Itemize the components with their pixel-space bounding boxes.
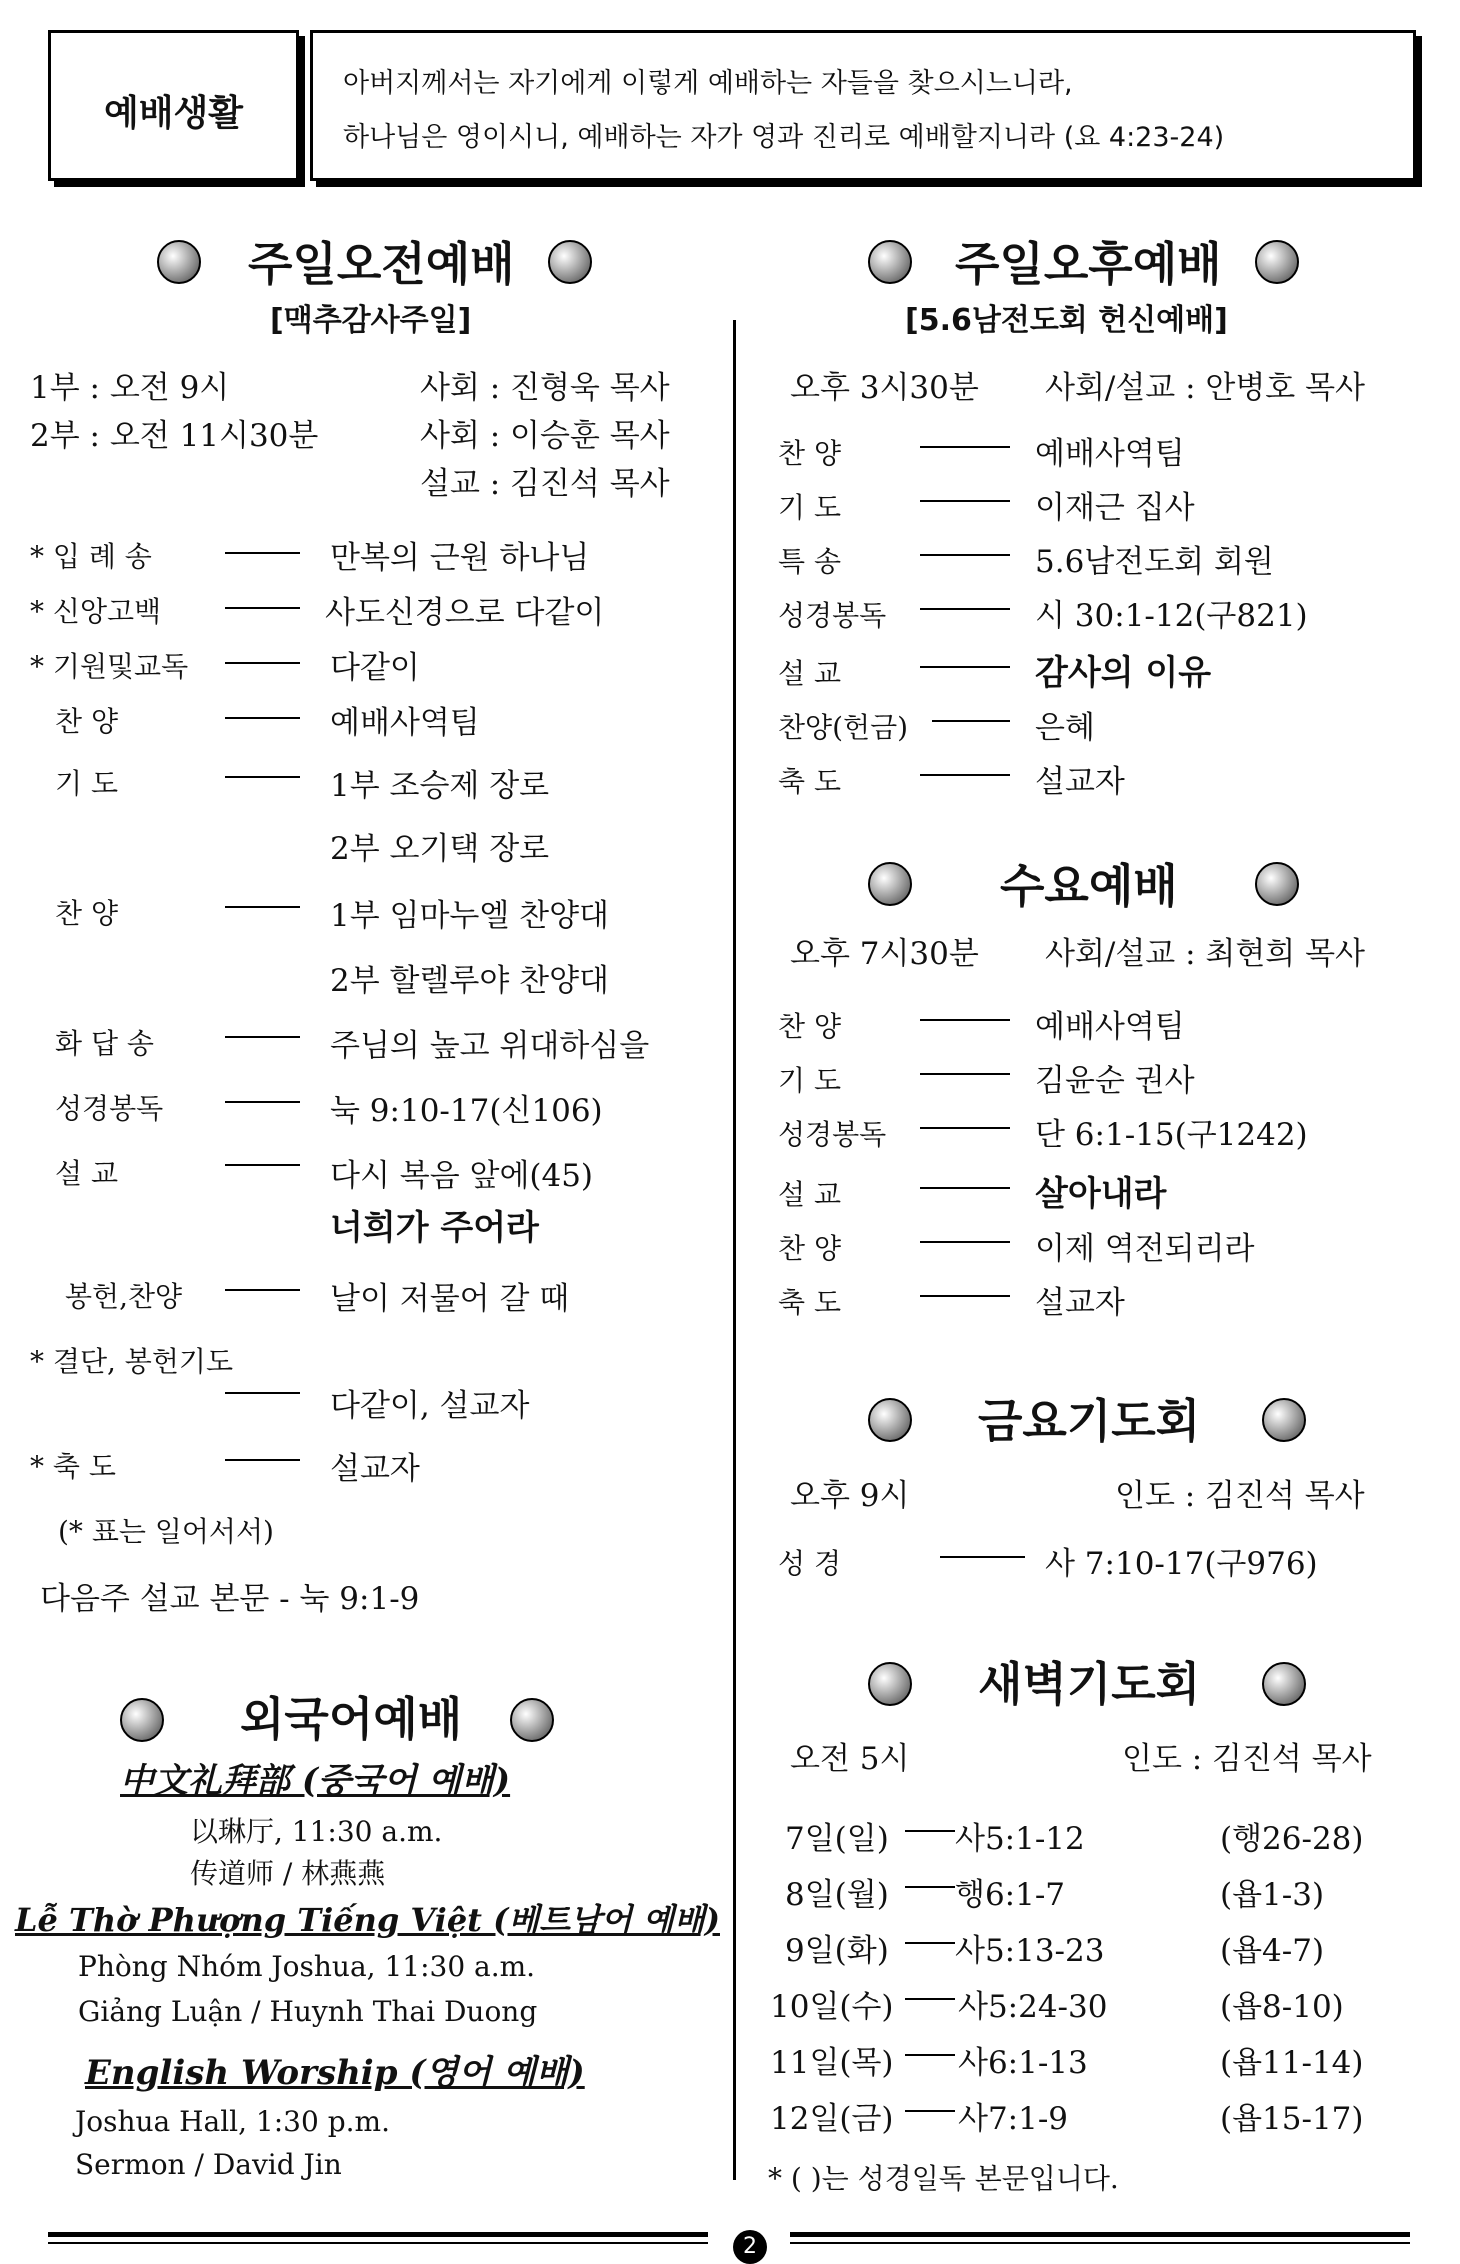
order-label: * 축 도 bbox=[30, 1450, 116, 1483]
reading-day: 10일(수) bbox=[770, 1989, 894, 2025]
order-label: * 기원및교독 bbox=[30, 650, 189, 683]
leader-line bbox=[920, 1019, 1010, 1021]
order-value: 다같이 bbox=[330, 650, 420, 686]
footer-rule-right-thin bbox=[790, 2242, 1410, 2244]
order-label: 축 도 bbox=[778, 765, 841, 798]
scripture-quote-box bbox=[310, 30, 1416, 181]
morning-host-1: 사회 : 진형욱 목사 bbox=[420, 370, 670, 406]
leader-line bbox=[225, 552, 300, 554]
order-value: 다시 복음 앞에(45) bbox=[330, 1158, 594, 1194]
order-label: 설 교 bbox=[778, 1178, 841, 1211]
leader-line bbox=[920, 446, 1010, 448]
reading-day: 11일(목) bbox=[770, 2045, 894, 2081]
vietnamese-service-place: Phòng Nhóm Joshua, 11:30 a.m. bbox=[78, 1950, 536, 1983]
leader-line bbox=[225, 662, 300, 664]
bullet-ball-icon bbox=[868, 862, 912, 906]
column-divider bbox=[733, 320, 736, 2180]
quote-line-1: 아버지께서는 자기에게 이렇게 예배하는 자들을 찾으시느니라, bbox=[343, 68, 1073, 99]
reading-extra: (욥8-10) bbox=[1220, 1989, 1344, 2025]
leader-line bbox=[920, 500, 1010, 502]
leader-line bbox=[225, 1459, 300, 1461]
reading-extra: (욥11-14) bbox=[1220, 2045, 1364, 2081]
leader-line bbox=[225, 906, 300, 908]
dawn-note: * ( )는 성경일독 본문입니다. bbox=[768, 2162, 1119, 2195]
order-value: 만복의 근원 하나님 bbox=[330, 540, 590, 576]
leader-line bbox=[940, 1556, 1025, 1558]
leader-line bbox=[905, 2110, 955, 2112]
order-label: 설 교 bbox=[778, 657, 841, 690]
leader-line bbox=[905, 2054, 955, 2056]
standing-note: (* 표는 일어서서) bbox=[58, 1515, 274, 1548]
leader-line bbox=[920, 774, 1010, 776]
leader-line bbox=[920, 1241, 1010, 1243]
order-label: 찬 양 bbox=[778, 1232, 841, 1265]
english-service-place: Joshua Hall, 1:30 p.m. bbox=[75, 2105, 390, 2138]
order-label: 성경봉독 bbox=[55, 1092, 164, 1125]
order-label: 기 도 bbox=[55, 767, 118, 800]
morning-part1-time: 1부 : 오전 9시 bbox=[30, 370, 230, 406]
leader-line bbox=[920, 1073, 1010, 1075]
bullet-ball-icon bbox=[510, 1698, 554, 1742]
order-value: 단 6:1-15(구1242) bbox=[1035, 1117, 1308, 1153]
leader-line bbox=[225, 717, 300, 719]
order-value-2: 2부 할렐루야 찬양대 bbox=[330, 963, 609, 999]
afternoon-host: 사회/설교 : 안병호 목사 bbox=[1045, 370, 1365, 406]
reading-extra: (욥15-17) bbox=[1220, 2101, 1364, 2137]
order-label: * 결단, 봉헌기도 bbox=[30, 1345, 233, 1378]
order-label: 기 도 bbox=[778, 491, 841, 524]
footer-rule-left-thin bbox=[48, 2242, 708, 2244]
bullet-ball-icon bbox=[868, 1398, 912, 1442]
leader-line bbox=[225, 607, 300, 609]
order-value: 예배사역팀 bbox=[1035, 436, 1185, 472]
chinese-service-title: 中文礼拜部 (중국어 예배) bbox=[120, 1761, 511, 1801]
order-label: 특 송 bbox=[778, 545, 841, 578]
order-value: 설교자 bbox=[1035, 1285, 1125, 1321]
leader-line bbox=[225, 1101, 300, 1103]
reading-extra: (행26-28) bbox=[1220, 1821, 1364, 1857]
leader-line bbox=[225, 1036, 300, 1038]
order-value: 이제 역전되리라 bbox=[1035, 1231, 1255, 1267]
dawn-title: 새벽기도회 bbox=[978, 1657, 1201, 1711]
wednesday-title: 수요예배 bbox=[1000, 859, 1178, 913]
leader-line bbox=[225, 1289, 300, 1291]
order-value: 날이 저물어 갈 때 bbox=[330, 1281, 570, 1317]
order-value-2: 2부 오기택 장로 bbox=[330, 831, 550, 867]
morning-subtitle: [맥추감사주일] bbox=[270, 303, 472, 338]
order-label: 성경봉독 bbox=[778, 599, 887, 632]
wednesday-host: 사회/설교 : 최현희 목사 bbox=[1045, 936, 1365, 972]
order-value: 김윤순 권사 bbox=[1035, 1063, 1195, 1099]
bullet-ball-icon bbox=[868, 240, 912, 284]
order-label: 성경봉독 bbox=[778, 1118, 887, 1151]
order-value: 1부 임마누엘 찬양대 bbox=[330, 898, 609, 934]
footer-rule-left bbox=[48, 2232, 708, 2237]
reading-extra: (욥4-7) bbox=[1220, 1933, 1325, 1969]
order-value: 눅 9:10-17(신106) bbox=[330, 1093, 603, 1129]
order-label: 기 도 bbox=[778, 1064, 841, 1097]
order-label: 찬 양 bbox=[778, 437, 841, 470]
order-value: 설교자 bbox=[330, 1451, 420, 1487]
afternoon-time: 오후 3시30분 bbox=[790, 370, 979, 406]
order-value: 설교자 bbox=[1035, 764, 1125, 800]
leader-line bbox=[920, 1295, 1010, 1297]
order-value: 1부 조승제 장로 bbox=[330, 768, 550, 804]
reading-passage: 사6:1-13 bbox=[958, 2045, 1088, 2081]
bullet-ball-icon bbox=[157, 240, 201, 284]
order-label: 성 경 bbox=[778, 1547, 841, 1580]
order-value: 5.6남전도회 회원 bbox=[1035, 544, 1274, 580]
sermon-title: 너희가 주어라 bbox=[330, 1208, 539, 1248]
leader-line bbox=[920, 1187, 1010, 1189]
dawn-time: 오전 5시 bbox=[790, 1741, 910, 1777]
order-value: 사도신경으로 다같이 bbox=[325, 595, 605, 631]
leader-line bbox=[225, 776, 300, 778]
order-label: 설 교 bbox=[55, 1157, 118, 1190]
reading-passage: 사7:1-9 bbox=[958, 2101, 1069, 2137]
sermon-title: 감사의 이유 bbox=[1035, 653, 1212, 693]
vietnamese-service-leader: Giảng Luận / Huynh Thai Duong bbox=[78, 1995, 538, 2028]
leader-line bbox=[225, 1164, 300, 1166]
leader-line bbox=[932, 720, 1010, 722]
order-label: * 입 례 송 bbox=[30, 540, 152, 573]
friday-title: 금요기도회 bbox=[978, 1394, 1201, 1448]
morning-part2-time: 2부 : 오전 11시30분 bbox=[30, 418, 319, 454]
order-label: 화 답 송 bbox=[55, 1027, 154, 1060]
reading-passage: 사5:13-23 bbox=[955, 1933, 1105, 1969]
leader-line bbox=[920, 1127, 1010, 1129]
reading-day: 9일(화) bbox=[785, 1933, 889, 1969]
order-value: 예배사역팀 bbox=[330, 705, 480, 741]
leader-line bbox=[905, 1942, 955, 1944]
order-label: 축 도 bbox=[778, 1286, 841, 1319]
foreign-title: 외국어예배 bbox=[240, 1692, 463, 1746]
order-value: 이재근 집사 bbox=[1035, 490, 1195, 526]
order-label: 찬 양 bbox=[55, 897, 118, 930]
leader-line bbox=[920, 666, 1010, 668]
leader-line bbox=[920, 608, 1010, 610]
reading-passage: 사5:24-30 bbox=[958, 1989, 1108, 2025]
morning-preacher: 설교 : 김진석 목사 bbox=[420, 466, 670, 502]
order-value: 주님의 높고 위대하심을 bbox=[330, 1028, 650, 1064]
bullet-ball-icon bbox=[1255, 862, 1299, 906]
sermon-title: 살아내라 bbox=[1035, 1174, 1167, 1214]
leader-line bbox=[905, 1886, 955, 1888]
morning-host-2: 사회 : 이승훈 목사 bbox=[420, 418, 670, 454]
order-label: 봉헌,찬양 bbox=[65, 1280, 183, 1313]
order-label: * 신앙고백 bbox=[30, 595, 162, 628]
reading-passage: 사5:1-12 bbox=[955, 1821, 1085, 1857]
order-label: 찬양(헌금) bbox=[778, 711, 909, 744]
bullet-ball-icon bbox=[548, 240, 592, 284]
leader-line bbox=[905, 1998, 955, 2000]
next-week-text: 다음주 설교 본문 - 눅 9:1-9 bbox=[40, 1581, 420, 1617]
dawn-leader: 인도 : 김진석 목사 bbox=[1122, 1741, 1372, 1777]
wednesday-time: 오후 7시30분 bbox=[790, 936, 979, 972]
friday-time: 오후 9시 bbox=[790, 1478, 910, 1514]
bullet-ball-icon bbox=[120, 1698, 164, 1742]
order-value: 다같이, 설교자 bbox=[330, 1388, 530, 1424]
morning-title: 주일오전예배 bbox=[248, 237, 515, 291]
friday-scripture: 사 7:10-17(구976) bbox=[1045, 1546, 1318, 1582]
section-label-box bbox=[48, 30, 299, 181]
chinese-service-leader: 传道师 / 林燕燕 bbox=[190, 1857, 386, 1890]
order-value: 시 30:1-12(구821) bbox=[1035, 598, 1308, 634]
footer-rule-right bbox=[790, 2232, 1410, 2237]
leader-line bbox=[905, 1830, 955, 1832]
bullet-ball-icon bbox=[868, 1662, 912, 1706]
reading-day: 7일(일) bbox=[785, 1821, 889, 1857]
chinese-service-place: 以琳厅, 11:30 a.m. bbox=[190, 1815, 443, 1848]
bullet-ball-icon bbox=[1262, 1398, 1306, 1442]
afternoon-title: 주일오후예배 bbox=[955, 237, 1222, 291]
order-label: 찬 양 bbox=[778, 1010, 841, 1043]
section-label: 예배생활 bbox=[103, 93, 244, 134]
leader-line bbox=[920, 554, 1010, 556]
afternoon-subtitle: [5.6남전도회 헌신예배] bbox=[905, 303, 1228, 338]
english-service-title: English Worship (영어 예배) bbox=[85, 2053, 585, 2093]
reading-extra: (욥1-3) bbox=[1220, 1877, 1325, 1913]
leader-line bbox=[225, 1392, 300, 1394]
english-service-leader: Sermon / David Jin bbox=[75, 2148, 342, 2181]
order-value: 예배사역팀 bbox=[1035, 1009, 1185, 1045]
bullet-ball-icon bbox=[1255, 240, 1299, 284]
order-value: 은혜 bbox=[1035, 710, 1095, 746]
reading-day: 8일(월) bbox=[785, 1877, 889, 1913]
friday-leader: 인도 : 김진석 목사 bbox=[1115, 1478, 1365, 1514]
order-label: 찬 양 bbox=[55, 705, 118, 738]
reading-day: 12일(금) bbox=[770, 2101, 894, 2137]
bullet-ball-icon bbox=[1262, 1662, 1306, 1706]
vietnamese-service-title: Lễ Thờ Phượng Tiếng Việt (베트남어 예배) bbox=[15, 1901, 720, 1939]
quote-line-2: 하나님은 영이시니, 예배하는 자가 영과 진리로 예배할지니라 (요 4:23-24) bbox=[343, 122, 1225, 153]
page-number: 2 bbox=[733, 2230, 767, 2264]
reading-passage: 행6:1-7 bbox=[955, 1877, 1066, 1913]
